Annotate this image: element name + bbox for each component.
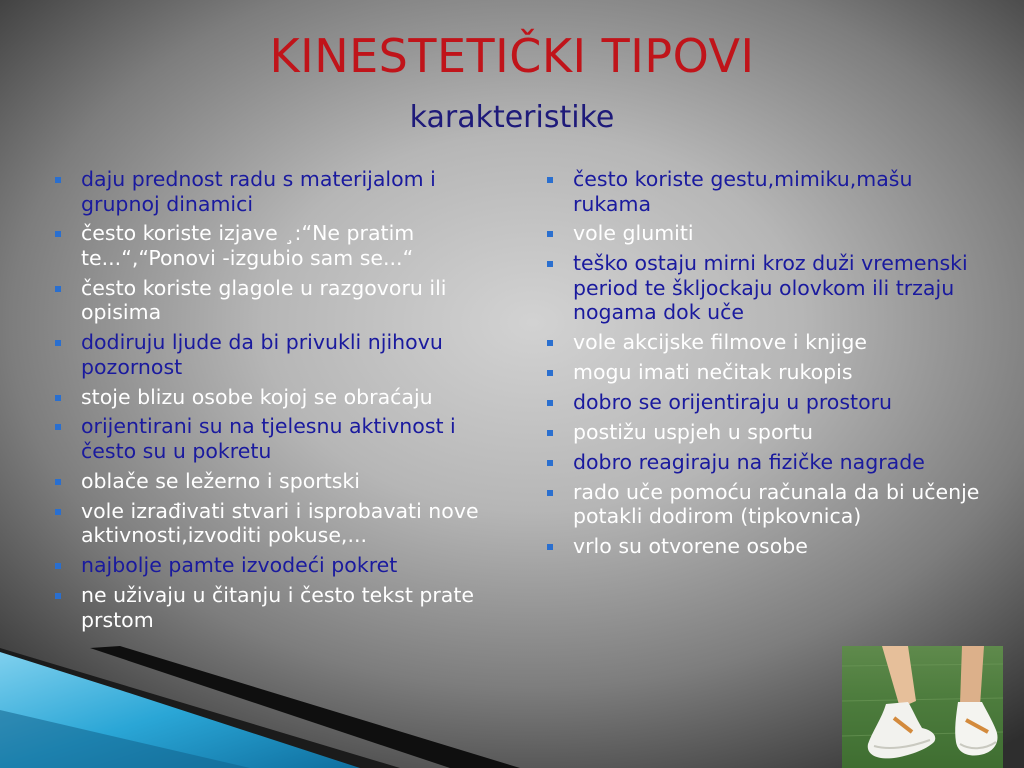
bullet-item [54,583,514,632]
bullet-square-icon [55,479,61,485]
bullet-square-icon [547,231,553,237]
bullet-item [546,167,996,216]
bullet-square-icon [547,340,553,346]
bullet-square-icon [55,340,61,346]
bullet-item [54,276,514,325]
bullet-item [54,414,514,463]
sneakers-photo [842,646,1003,768]
bullet-text: oblače se ležerno i sportski [81,468,360,493]
bullet-text: često koriste gestu,mimiku,mašu rukama [573,167,913,216]
bullet-text: daju prednost radu s materijalom i grupnoj dinamici [81,167,436,216]
bullet-square-icon [547,430,553,436]
bullet-item [54,469,514,494]
bullet-text: vole glumiti [573,221,694,246]
bullet-item [546,480,996,529]
left-column [54,167,514,637]
bullet-square-icon [547,400,553,406]
bullet-text: mogu imati nečitak rukopis [573,360,853,385]
slide-subtitle: karakteristike [409,100,615,135]
bullet-text: dodiruju ljude da bi privukli njihovu pozornost [81,330,443,379]
right-bullet-list [546,167,996,559]
bullet-square-icon [547,460,553,466]
bullet-item [54,499,514,548]
sneakers-illustration [842,646,1003,768]
left-bullet-list [54,167,514,632]
bullet-item [54,553,514,578]
bullet-square-icon [547,370,553,376]
bullet-item [54,385,514,410]
bullet-square-icon [55,177,61,183]
bullet-text: vole akcijske filmove i knjige [573,330,868,355]
bullet-text: najbolje pamte izvodeći pokret [81,553,398,578]
bullet-square-icon [55,509,61,515]
bullet-item [54,167,514,216]
bullet-square-icon [55,563,61,569]
bullet-item [54,330,514,379]
bullet-item [546,360,996,385]
bullet-item [546,450,996,475]
bullet-item [546,420,996,445]
bullet-text: dobro reagiraju na fizičke nagrade [573,449,925,474]
bullet-square-icon [55,286,61,292]
bullet-text: često koriste izjave ¸:“Ne pratim te...“,“Ponovi -izgubio sam se...“ [81,221,415,270]
bullet-square-icon [547,544,553,550]
bullet-text: vrlo su otvorene osobe [573,534,808,559]
bullet-text: postižu uspjeh u sportu [573,419,813,444]
bullet-square-icon [55,424,61,430]
bullet-square-icon [547,177,553,183]
bullet-item [54,221,514,270]
right-column [546,167,996,564]
bullet-text: često koriste glagole u razgovoru ili opisima [81,275,447,325]
bullet-text: ne uživaju u čitanju i često tekst prate prstom [81,583,475,632]
bullet-item [546,390,996,415]
bullet-square-icon [547,490,553,496]
slide-title: KINESTETIČKI TIPOVI [269,29,755,83]
bullet-item [546,330,996,355]
bullet-item [546,221,996,246]
bullet-square-icon [547,261,553,267]
bullet-square-icon [55,231,61,237]
bullet-text: rado uče pomoću računala da bi učenje potakli dodirom (tipkovnica) [573,479,980,529]
bullet-item [546,534,996,559]
bullet-text: teško ostaju mirni kroz duži vremenski period te škljockaju olovkom ili trzaju nogama dok uče [573,251,968,325]
bullet-text: stoje blizu osobe kojoj se obraćaju [81,384,433,409]
bullet-item [546,251,996,325]
bullet-text: dobro se orijentiraju u prostoru [573,389,893,414]
bullet-text: vole izrađivati stvari i isprobavati nove aktivnosti,izvoditi pokuse,... [81,498,479,548]
bullet-square-icon [55,593,61,599]
bullet-square-icon [55,395,61,401]
bullet-text: orijentirani su na tjelesnu aktivnost i često su u pokretu [81,414,456,463]
